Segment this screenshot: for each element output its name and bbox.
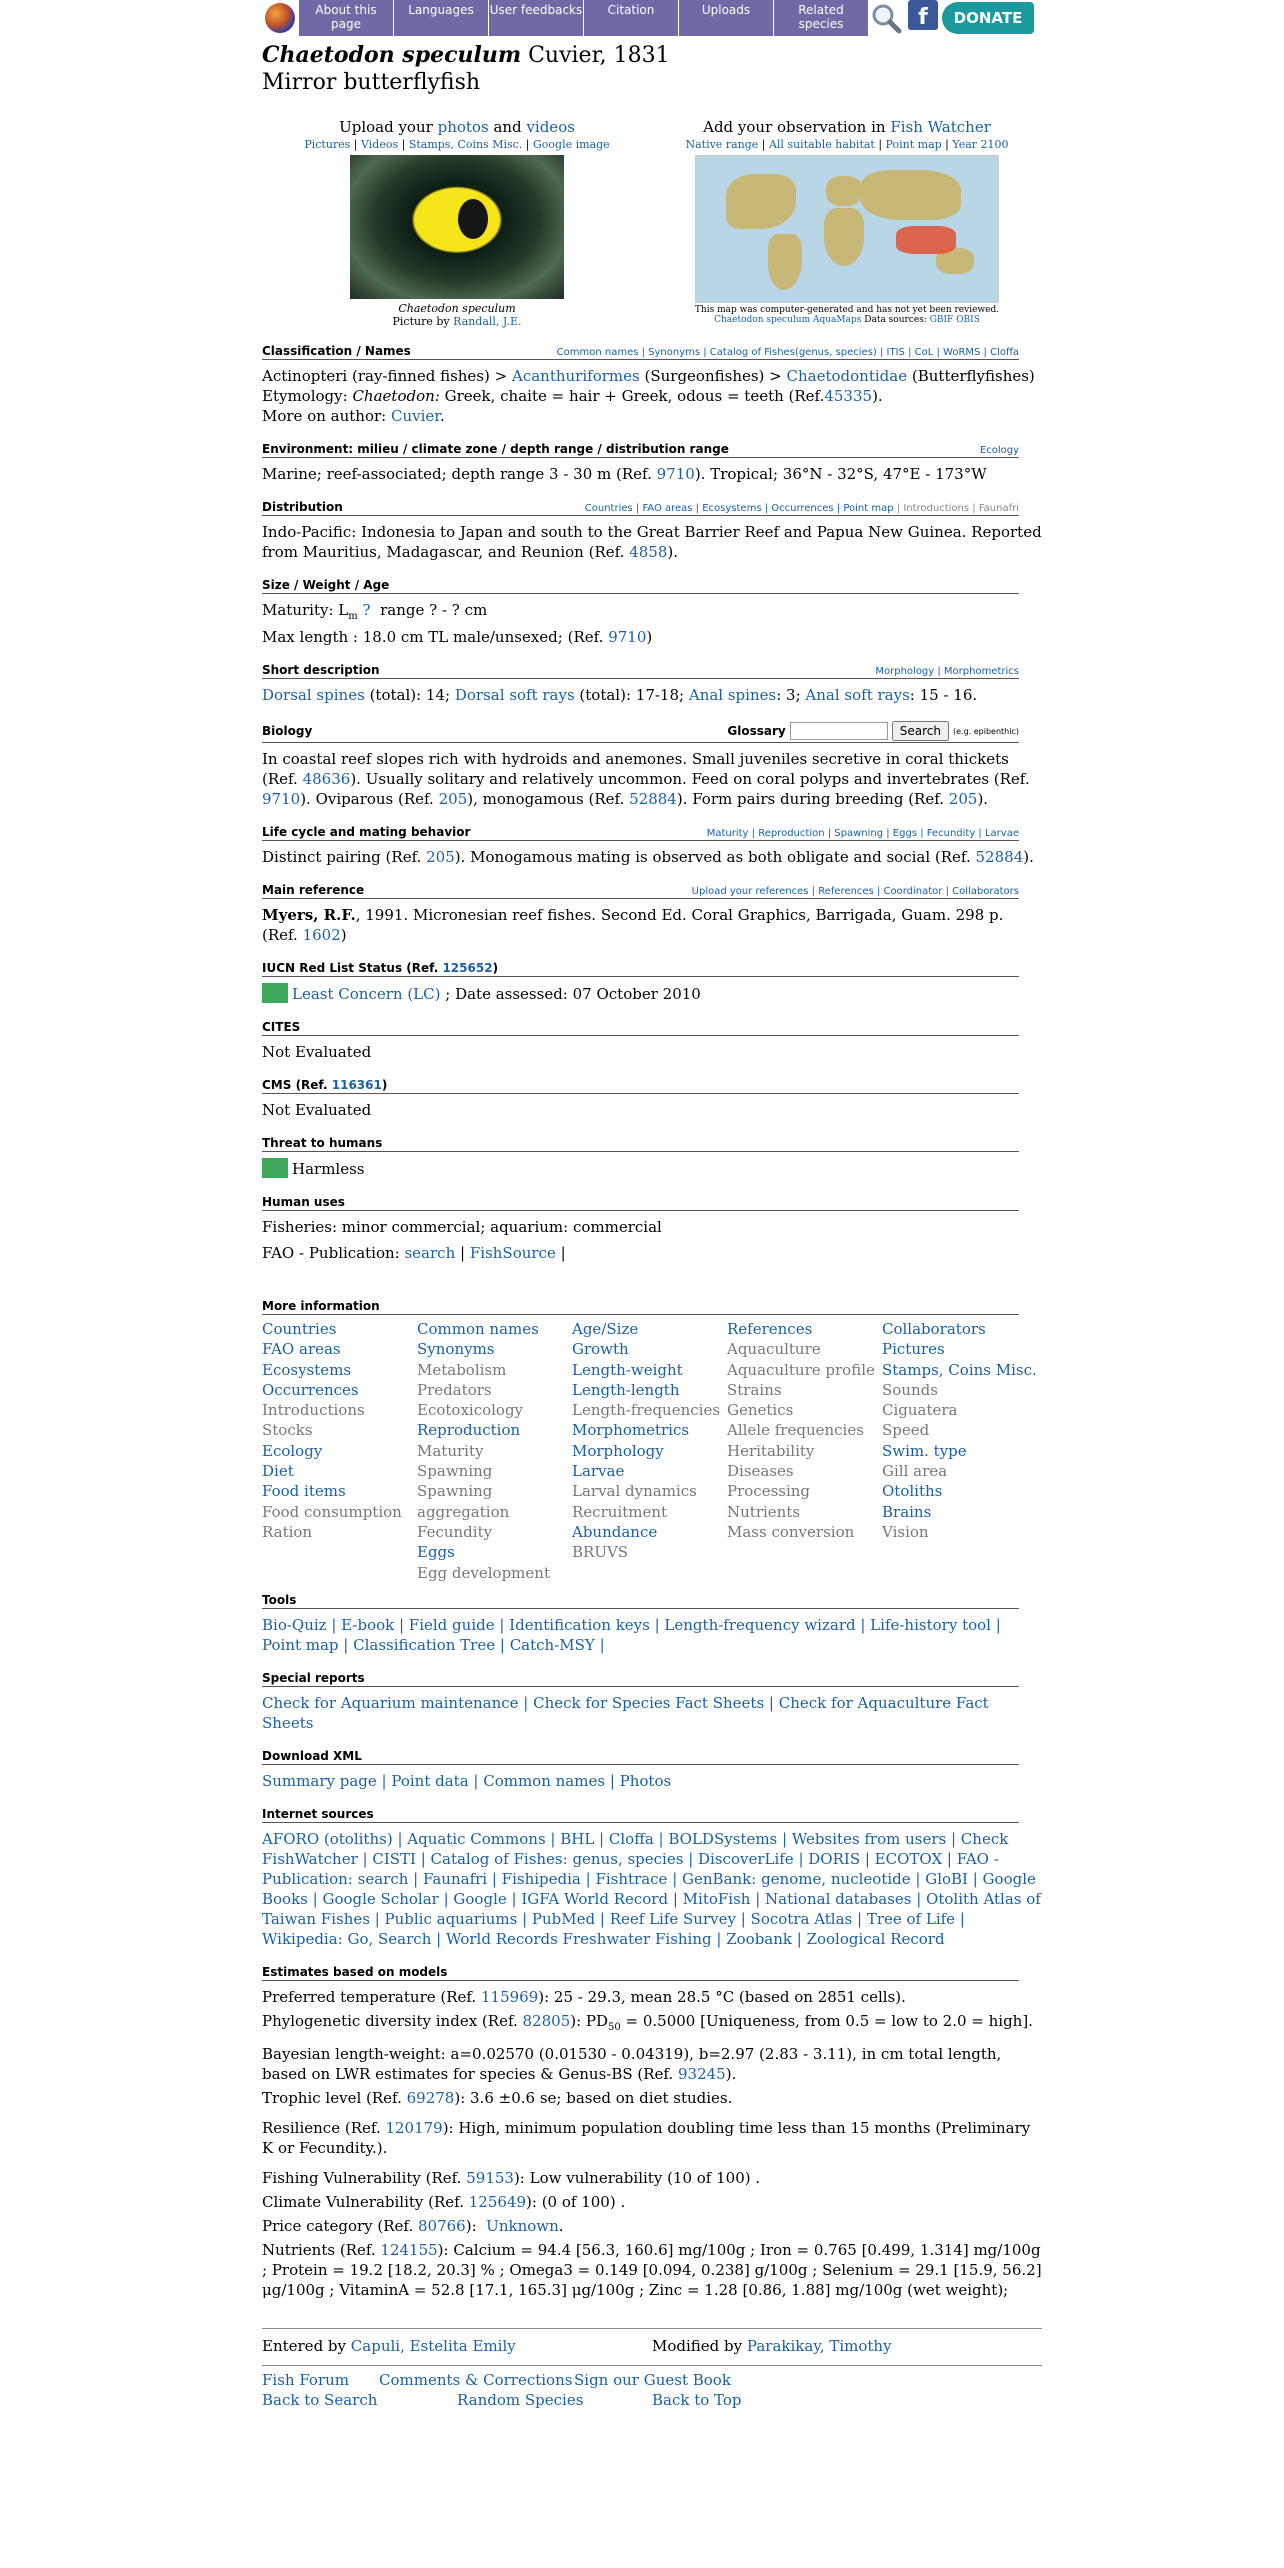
ref-link[interactable]: 9710 (262, 790, 301, 808)
fishsource-link[interactable]: FishSource (469, 1244, 556, 1262)
reference-links[interactable]: Upload your references | References | Coordinator | Collaborators (691, 886, 1019, 897)
est-text: ): 3.6 ±0.6 se; based on diet studies. (454, 2088, 733, 2107)
more-info-link[interactable]: Occurrences (262, 1380, 359, 1399)
page (262, 0, 1042, 2410)
species-name: Chaetodon speculum (262, 42, 522, 68)
more-info-link[interactable]: Ecosystems (262, 1360, 352, 1379)
size-section (262, 578, 1042, 647)
punct: ). (872, 387, 883, 405)
etymology-label: Etymology: (262, 387, 348, 405)
tools-links[interactable]: Bio-Quiz | E-book | Field guide | Identification keys | Length-frequency wizard | Life-history tool | Point map | Classification Tree | Catch-MSY | (262, 1615, 1001, 1654)
est-text: ): (0 of 100) . (526, 2192, 626, 2211)
xml-links[interactable]: Summary page | Point data | Common names | Photos (262, 1771, 672, 1790)
env-text: ). Tropical; 36°N - 32°S, 47°E - 173°W (694, 465, 987, 483)
section-title: Download XML (262, 1748, 362, 1763)
glossary-label: Glossary (727, 724, 786, 738)
gbif-obis-link[interactable]: GBIF OBIS (929, 315, 980, 325)
section-title: Distribution (262, 500, 343, 514)
photographer-link[interactable]: Randall, J.E. (453, 315, 522, 328)
fish-watcher-link[interactable]: Fish Watcher (890, 118, 991, 136)
etymology-text: Greek, chaite = hair + Greek, odous = teeth (Ref. (444, 387, 825, 405)
section-title: Threat to humans (262, 1136, 383, 1150)
more-info-grid (262, 1319, 1042, 1583)
section-title: IUCN Red List Status (Ref. (262, 961, 439, 975)
donate-button[interactable]: DONATE (942, 2, 1034, 34)
status-swatch (262, 1158, 288, 1178)
more-info-item: Processing (727, 1482, 811, 1501)
more-info-link[interactable]: Collaborators (882, 1320, 986, 1338)
credits-footer (262, 2328, 1042, 2355)
est-text: ): PD (570, 2011, 609, 2030)
est-text: ): Calcium = 94.4 [56.3, 160.6] mg/100g ; Iron = 0.765 [0.499, 1.314] mg/100g ; Protein = 19.2 [18.2, 20.3] % ; Omega3 = 0.149 [0.094, 0.238] g/100g ; Selenium = 29.1 [15.9, 56.2] μg/100g ; VitaminA = 52.8 [17.1, 165.3] μg/100g ; Zinc = 1.28 [0.86, 1.88] mg/100g (wet weight); (262, 2240, 1042, 2299)
section-title: More information (262, 1299, 380, 1313)
more-info-link[interactable]: References (727, 1320, 813, 1338)
etymology-genus: Chaetodon: (352, 387, 440, 405)
more-info-item: Fecundity (417, 1522, 493, 1541)
ref-link[interactable]: 52884 (975, 848, 1024, 866)
est-text: Trophic level (Ref. (262, 2088, 402, 2107)
more-information-section (262, 1299, 1042, 1583)
more-info-item: Aquaculture (727, 1340, 821, 1359)
punct: . (439, 407, 445, 425)
ref-link[interactable]: 80766 (418, 2216, 466, 2235)
distribution-section (262, 500, 1042, 562)
section-title: Classification / Names (262, 344, 411, 358)
more-info-link[interactable]: Synonyms (417, 1340, 495, 1359)
classification-links[interactable]: Common names | Synonyms | Catalog of Fishes(genus, species) | ITIS | CoL | WoRMS | Cloffa (556, 347, 1019, 358)
lc-text: ). (1023, 848, 1034, 866)
ref-author: Myers, R.F. (262, 906, 356, 924)
stamps-link[interactable]: Stamps, Coins Misc. (408, 138, 523, 151)
est-text: Resilience (Ref. (262, 2118, 381, 2137)
punct: . (558, 2216, 564, 2235)
more-info-link[interactable]: Ecology (262, 1441, 323, 1460)
dist-text: Indo-Pacific: Indonesia to Japan and south to the Great Barrier Reef and Papua New Guinea. Reported from Mauritius, Madagascar, and Reunion (Ref. (262, 523, 1042, 561)
search-icon[interactable] (868, 0, 904, 36)
ref-link[interactable]: 120179 (385, 2118, 443, 2137)
more-info-item: Speed (882, 1421, 930, 1440)
more-info-item: Larval dynamics (572, 1482, 697, 1501)
ref-link[interactable]: 205 (438, 790, 468, 808)
fish-forum-link[interactable]: Fish Forum (262, 2370, 350, 2389)
biology-section (262, 721, 1042, 809)
more-info-link[interactable]: Brains (882, 1502, 932, 1521)
punct: ) (492, 961, 499, 975)
punct: ) (646, 628, 653, 646)
glossary-search (727, 721, 1019, 741)
more-info-item: Metabolism (417, 1360, 507, 1379)
bio-text: ). (977, 790, 989, 808)
est-text: Nutrients (Ref. (262, 2240, 376, 2259)
iucn-section (262, 961, 1042, 1004)
fishbase-logo[interactable] (262, 0, 298, 36)
more-info-link[interactable]: Morphometrics (572, 1421, 690, 1440)
observation-label: Add your observation in (703, 118, 886, 136)
more-info-item: Genetics (727, 1401, 794, 1420)
more-info-link[interactable]: Eggs (417, 1543, 455, 1562)
top-nav (262, 0, 1042, 36)
lc-text: ). Monogamous mating is observed as both obligate and social (Ref. (454, 848, 971, 866)
ref-link[interactable]: 93245 (678, 2064, 726, 2083)
data-sources-label: Data sources: (864, 315, 927, 325)
environment-section (262, 442, 1042, 484)
more-info-item: Vision (882, 1522, 929, 1541)
est-text: Price category (Ref. (262, 2216, 414, 2235)
photo-column: Upload your photos and videos Pictures | Videos | Stamps, Coins Misc. | Google image Chaetodon speculum Picture by Randall, J.E. (262, 118, 652, 328)
more-info-item: Gill area (882, 1462, 948, 1481)
iucn-date: ; Date assessed: 07 October 2010 (445, 985, 701, 1003)
section-title: Short description (262, 663, 380, 677)
more-info-item: Ration (262, 1522, 313, 1541)
classification-section (262, 344, 1042, 426)
more-info-item: Allele frequencies (727, 1421, 864, 1440)
more-info-item: Egg development (417, 1563, 550, 1582)
upload-photos-link[interactable]: photos (437, 118, 489, 136)
common-name: Mirror butterflyfish (262, 70, 481, 95)
more-info-item: Introductions (262, 1401, 365, 1420)
desc-value: : 15 - 16. (909, 686, 978, 704)
morphology-links[interactable]: Morphology | Morphometrics (875, 666, 1019, 677)
section-title: Environment: milieu / climate zone / depth range / distribution range (262, 442, 729, 456)
ecology-link[interactable]: Ecology (979, 445, 1019, 456)
distribution-map[interactable] (695, 155, 999, 303)
internet-sources-section (262, 1807, 1042, 1949)
ref-link[interactable]: 69278 (406, 2088, 455, 2107)
section-title: Internet sources (262, 1806, 374, 1821)
ref-link[interactable]: 124155 (380, 2240, 438, 2259)
pd-sub: 50 (608, 2021, 621, 2033)
more-info-link[interactable]: Reproduction (417, 1421, 521, 1440)
fisheries-text: Fisheries: minor commercial; aquarium: commercial (262, 1218, 662, 1236)
more-info-item: Nutrients (727, 1502, 801, 1521)
bio-text: ), monogamous (Ref. (467, 790, 625, 808)
more-info-item: Mass conversion (727, 1522, 855, 1541)
special-reports-links[interactable]: Check for Aquarium maintenance | Check for Species Fact Sheets | Check for Aquaculture Fact Sheets (262, 1693, 989, 1732)
maturity-sub: m (348, 611, 358, 622)
nav-tab-related[interactable]: Related species (773, 0, 868, 36)
nav-tab-citation[interactable]: Citation (583, 0, 678, 36)
glossary-hint: (e.g. epibenthic) (953, 726, 1019, 736)
ref-link[interactable]: 1602 (302, 926, 341, 944)
more-info-column (882, 1319, 1037, 1583)
iucn-status-link[interactable]: Least Concern (LC) (292, 985, 441, 1003)
est-text: ): High, minimum population doubling time less than 15 months (Preliminary K or Fecundity.). (262, 2118, 1031, 2157)
internet-sources-links[interactable]: AFORO (otoliths) | Aquatic Commons | BHL | Cloffa | BOLDSystems | Websites from users | Check FishWatcher | CISTI | Catalog of Fishes: genus, species | DiscoverLife | DORIS | ECOTOX | FAO - Publication: search | Faunafri | Fishipedia | Fishtrace | GenBank: genome, nucleotide | GloBI | Google Books | Google Scholar | Google | IGFA World Record | MitoFish | National databases | Otolith Atlas of Taiwan Fishes | Public aquariums | PubMed | Reef Life Survey | Socotra Atlas | Tree of Life | Wikipedia: Go, Search | World Records Freshwater Fishing | Zoobank | Zoological Record (262, 1829, 1041, 1948)
est-text: Bayesian length-weight: a=0.02570 (0.01530 - 0.04319), b=2.97 (2.83 - 3.11), in cm total length, based on LWR estimates for species & Genus-BS (Ref. (262, 2044, 1002, 2083)
ref-link[interactable]: 125649 (468, 2192, 527, 2211)
more-info-item: Ecotoxicology (417, 1401, 524, 1420)
more-info-link[interactable]: Food items (262, 1482, 346, 1501)
more-info-item: Ciguatera (882, 1401, 958, 1420)
more-info-link[interactable]: Common names (417, 1320, 539, 1338)
more-info-item: Spawning aggregation (417, 1482, 510, 1521)
ref-link[interactable]: 9710 (656, 465, 695, 483)
more-info-link[interactable]: Otoliths (882, 1482, 943, 1501)
est-text: ): 25 - 29.3, mean 28.5 °C (based on 2851 cells). (538, 1987, 906, 2006)
cms-section (262, 1078, 1042, 1120)
download-xml-section (262, 1749, 1042, 1791)
order-link[interactable]: Acanthuriformes (511, 367, 640, 385)
more-info-item: Diseases (727, 1462, 794, 1481)
more-info-column (262, 1319, 417, 1583)
map-column: Add your observation in Fish Watcher Native range | All suitable habitat | Point map | Year 2100 This map was computer-generated and has not yet been reviewed. Chaetodon speculum AquaMaps Data sources: GBIF OBIS (652, 118, 1042, 328)
lifecycle-links[interactable]: Maturity | Reproduction | Spawning | Eggs | Fecundity | Larvae (706, 828, 1019, 839)
more-info-link[interactable]: Growth (572, 1340, 629, 1359)
est-text: ): (465, 2216, 477, 2235)
more-info-item: Recruitment (572, 1502, 668, 1521)
maturity-label: Maturity: L (262, 601, 349, 619)
more-info-item: Spawning (417, 1462, 493, 1481)
more-info-item: BRUVS (572, 1543, 629, 1562)
estimates-section (262, 1965, 1042, 2300)
special-reports-section (262, 1671, 1042, 1733)
fao-label: FAO - Publication: (262, 1244, 400, 1262)
modified-by-label: Modified by (652, 2336, 743, 2355)
dorsal-spines-link[interactable]: Dorsal spines (262, 686, 365, 704)
more-info-column (417, 1319, 572, 1583)
more-info-link[interactable]: Diet (262, 1462, 294, 1481)
more-info-item: Length-frequencies (572, 1401, 721, 1420)
ref-link[interactable]: 82805 (522, 2011, 571, 2030)
bio-text: ). Form pairs during breeding (Ref. (676, 790, 945, 808)
section-title: Tools (262, 1592, 297, 1607)
more-info-item: Aquaculture profile (727, 1360, 875, 1379)
distribution-links[interactable]: Countries | FAO areas | Ecosystems | Occurrences | Point map (584, 503, 894, 514)
upload-label: Upload your (339, 118, 433, 136)
nav-tab-uploads[interactable]: Uploads (678, 0, 773, 36)
more-info-item: Predators (417, 1380, 492, 1399)
picture-by-label: Picture by (392, 315, 450, 328)
random-species-link[interactable]: Random Species (457, 2390, 584, 2409)
tools-section (262, 1593, 1042, 1655)
section-title: Biology (262, 724, 313, 738)
short-description-section (262, 663, 1042, 705)
back-to-search-link[interactable]: Back to Search (262, 2390, 378, 2409)
section-title: Size / Weight / Age (262, 578, 390, 592)
ref-link[interactable]: 4858 (629, 543, 668, 561)
species-photo[interactable] (350, 155, 564, 299)
entered-by-link[interactable]: Capuli, Estelita Emily (350, 2336, 516, 2355)
upload-videos-link[interactable]: videos (526, 118, 575, 136)
media-area (262, 118, 1042, 328)
section-title: Estimates based on models (262, 1964, 448, 1979)
more-info-column (572, 1319, 727, 1583)
dorsal-soft-rays-link[interactable]: Dorsal soft rays (454, 686, 575, 704)
class-text: (Butterflyfishes) (911, 367, 1035, 385)
human-uses-section (262, 1195, 1042, 1263)
suitable-habitat-link[interactable]: All suitable habitat (768, 138, 875, 151)
section-title: CITES (262, 1020, 301, 1034)
anal-spines-link[interactable]: Anal spines (688, 686, 777, 704)
more-info-item: Heritability (727, 1441, 815, 1460)
ref-link[interactable]: 205 (426, 848, 455, 866)
cms-value: Not Evaluated (262, 1101, 372, 1119)
pictures-link[interactable]: Pictures (304, 138, 351, 151)
price-category-link[interactable]: Unknown (486, 2216, 559, 2235)
class-text: Actinopteri (ray-finned fishes) > (262, 367, 508, 385)
punct: ) (381, 1078, 388, 1092)
more-info-link[interactable]: Age/Size (572, 1320, 639, 1338)
more-info-link[interactable]: Morphology (572, 1441, 664, 1460)
desc-value: (total): 14; (369, 686, 451, 704)
aquamaps-link[interactable]: AquaMaps (812, 315, 862, 325)
cites-section (262, 1020, 1042, 1062)
more-info-link[interactable]: Length-weight (572, 1360, 683, 1379)
threat-value: Harmless (292, 1160, 365, 1178)
more-info-item: Strains (727, 1380, 782, 1399)
desc-value: : 3; (776, 686, 801, 704)
more-info-link[interactable]: FAO areas (262, 1340, 341, 1359)
facebook-icon[interactable]: f (908, 0, 938, 30)
more-info-link[interactable]: Abundance (572, 1522, 658, 1541)
est-text: Climate Vulnerability (Ref. (262, 2192, 464, 2211)
glossary-search-button[interactable]: Search (892, 721, 949, 741)
desc-value: (total): 17-18; (579, 686, 685, 704)
est-text: = 0.5000 [Uniqueness, from 0.5 = low to 2.0 = high]. (620, 2011, 1033, 2030)
section-title: Special reports (262, 1670, 365, 1685)
bio-text: ). Oviparous (Ref. (300, 790, 434, 808)
distribution-links-inactive: | Introductions | Faunafri (896, 503, 1019, 514)
photo-caption: Chaetodon speculum (398, 302, 516, 315)
more-info-item: Maturity (417, 1441, 484, 1460)
main-reference-section (262, 883, 1042, 945)
globe-icon (265, 3, 295, 33)
page-title (262, 42, 1042, 96)
est-text: ). (725, 2064, 737, 2083)
punct: | (560, 1244, 566, 1262)
more-info-link[interactable]: Swim. type (882, 1441, 967, 1460)
more-info-link[interactable]: Length-length (572, 1380, 680, 1399)
ref-link[interactable]: 205 (948, 790, 978, 808)
ref-link[interactable]: 116361 (331, 1078, 382, 1092)
ref-link[interactable]: 125652 (442, 961, 493, 975)
videos-link[interactable]: Videos (361, 138, 399, 151)
ref-link[interactable]: 48636 (302, 770, 351, 788)
ref-link[interactable]: 9710 (608, 628, 647, 646)
more-info-link[interactable]: Larvae (572, 1462, 625, 1481)
point-map-link[interactable]: Point map (885, 138, 942, 151)
map-species-link[interactable]: Chaetodon speculum (714, 315, 811, 325)
more-info-column (727, 1319, 882, 1583)
modified-by-link[interactable]: Parakikay, Timothy (746, 2336, 892, 2355)
bottom-links (262, 2365, 1042, 2410)
google-image-link[interactable]: Google image (533, 138, 610, 151)
maturity-range: range ? - ? cm (380, 601, 488, 619)
more-info-item: Food consumption (262, 1502, 402, 1521)
cites-value: Not Evaluated (262, 1043, 372, 1061)
punct: | (460, 1244, 466, 1262)
back-to-top-link[interactable]: Back to Top (652, 2390, 742, 2409)
map-note: This map was computer-generated and has not yet been reviewed. (694, 305, 1000, 315)
ref-link[interactable]: 45335 (824, 387, 873, 405)
maturity-help-link[interactable]: ? (362, 601, 371, 619)
glossary-input[interactable] (790, 722, 888, 740)
family-link[interactable]: Chaetodontidae (786, 367, 908, 385)
author-label: More on author: (262, 407, 387, 425)
species-author: Cuvier, 1831 (528, 43, 670, 68)
fao-search-link[interactable]: search (404, 1244, 456, 1262)
more-info-link[interactable]: Pictures (882, 1340, 945, 1359)
bio-text: ). Usually solitary and relatively uncommon. Feed on coral polyps and invertebrates (Ref. (350, 770, 1030, 788)
lc-text: Distinct pairing (Ref. (262, 848, 422, 866)
max-length-text: Max length : 18.0 cm TL male/unsexed; (Ref. (262, 628, 604, 646)
nav-tab-languages[interactable]: Languages (393, 0, 488, 36)
ref-link[interactable]: 115969 (480, 1987, 539, 2006)
est-text: Phylogenetic diversity index (Ref. (262, 2011, 518, 2030)
author-link[interactable]: Cuvier (391, 407, 440, 425)
guest-book-link[interactable]: Sign our Guest Book (574, 2370, 731, 2389)
native-range-link[interactable]: Native range (685, 138, 759, 151)
more-info-link[interactable]: Countries (262, 1320, 337, 1338)
status-swatch (262, 983, 288, 1003)
ref-link[interactable]: 59153 (466, 2168, 514, 2187)
est-text: ): Low vulnerability (10 of 100) . (513, 2168, 761, 2187)
punct: ) (340, 926, 347, 944)
env-text: Marine; reef-associated; depth range 3 - 30 m (Ref. (262, 465, 652, 483)
section-title: Human uses (262, 1195, 345, 1209)
dist-text: ). (667, 543, 679, 561)
section-title: Main reference (262, 883, 365, 897)
nav-tab-feedbacks[interactable]: User feedbacks (488, 0, 583, 36)
bio-text: In coastal reef slopes rich with hydroids and anemones. Small juveniles secretive in coral thickets (Ref. (262, 750, 1009, 788)
comments-link[interactable]: Comments & Corrections (379, 2370, 573, 2389)
lifecycle-section (262, 825, 1042, 867)
year-2100-link[interactable]: Year 2100 (952, 138, 1009, 151)
entered-by-label: Entered by (262, 2336, 347, 2355)
ref-link[interactable]: 52884 (629, 790, 677, 808)
more-info-link[interactable]: Stamps, Coins Misc. (882, 1360, 1037, 1379)
more-info-item: Stocks (262, 1421, 313, 1440)
nav-tab-about[interactable]: About this page (298, 0, 393, 36)
section-title: Life cycle and mating behavior (262, 825, 471, 839)
section-title: CMS (Ref. (262, 1078, 328, 1092)
est-text: Fishing Vulnerability (Ref. (262, 2168, 462, 2187)
anal-soft-rays-link[interactable]: Anal soft rays (805, 686, 910, 704)
more-info-item: Sounds (882, 1380, 938, 1399)
class-text: (Surgeonfishes) > (644, 367, 782, 385)
est-text: Preferred temperature (Ref. (262, 1987, 477, 2006)
and-label: and (493, 118, 522, 136)
ref-text: , 1991. Micronesian reef fishes. Second Ed. Coral Graphics, Barrigada, Guam. 298 p. (Ref. (262, 906, 1004, 944)
threat-section (262, 1136, 1042, 1179)
